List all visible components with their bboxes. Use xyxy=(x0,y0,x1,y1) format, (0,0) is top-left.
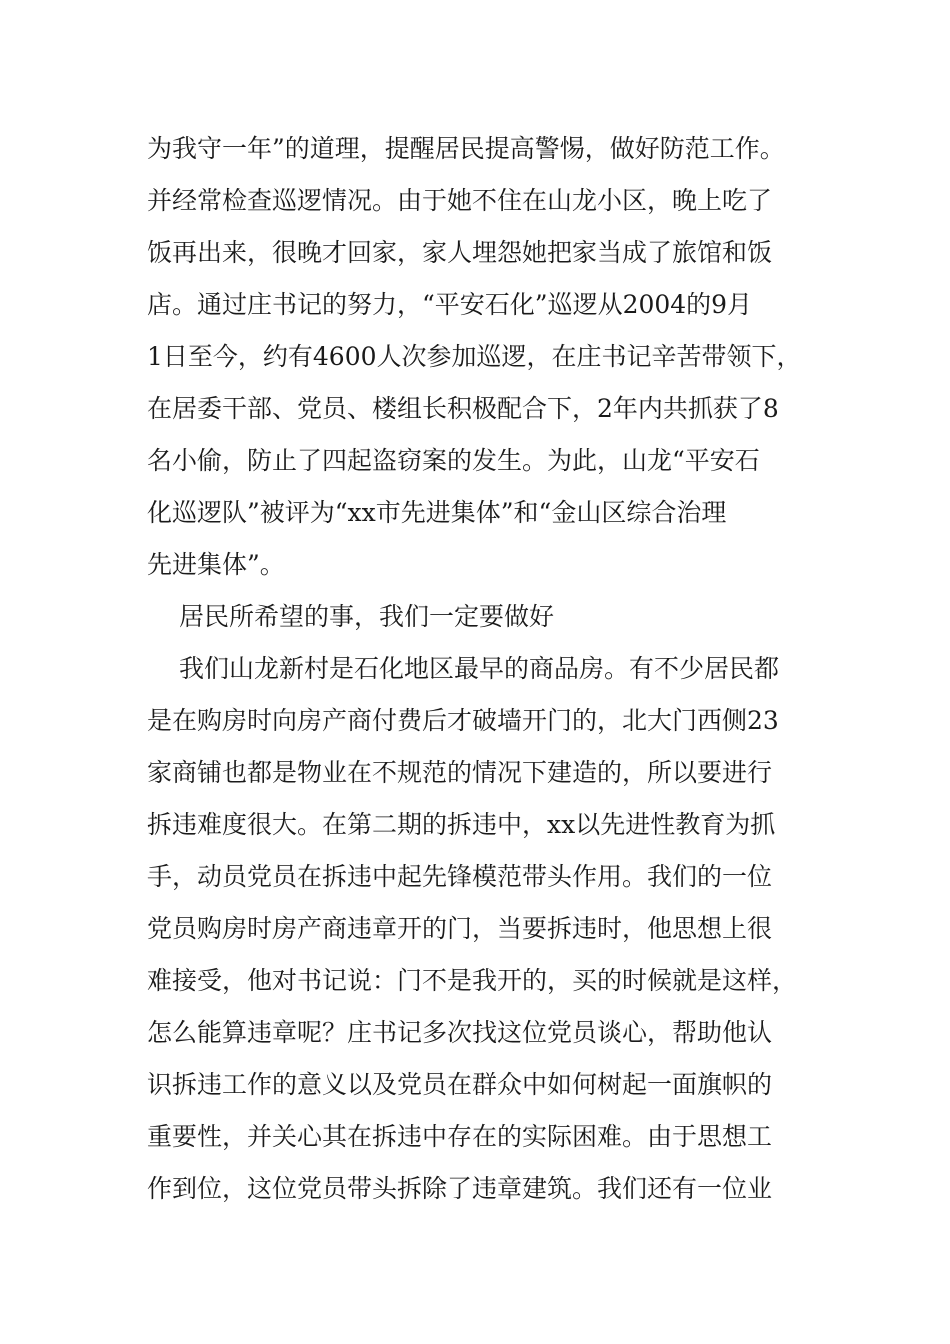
text-line: 手，动员党员在拆违中起先锋模范带头作用。我们的一位 xyxy=(147,862,773,891)
text-line: 并经常检查巡逻情况。由于她不住在山龙小区，晚上吃了 xyxy=(147,186,773,215)
text-line: 是在购房时向房产商付费后才破墙开门的，北大门西侧23 xyxy=(147,706,779,735)
text-line: 为我守一年”的道理，提醒居民提高警惕，做好防范工作。 xyxy=(147,134,785,163)
text-line: 怎么能算违章呢？庄书记多次找这位党员谈心，帮助他认 xyxy=(147,1018,773,1047)
text-line: 先进集体”。 xyxy=(147,550,285,579)
text-line: 化巡逻队”被评为“xx市先进集体”和“金山区综合治理 xyxy=(147,498,727,527)
text-line: 党员购房时房产商违章开的门，当要拆违时，他思想上很 xyxy=(147,914,773,943)
text-line: 我们山龙新村是石化地区最早的商品房。有不少居民都 xyxy=(179,654,780,683)
text-line: 饭再出来，很晚才回家，家人埋怨她把家当成了旅馆和饭 xyxy=(147,238,773,267)
text-line: 重要性，并关心其在拆违中存在的实际困难。由于思想工 xyxy=(147,1122,773,1151)
text-line: 作到位，这位党员带头拆除了违章建筑。我们还有一位业 xyxy=(147,1174,773,1203)
text-line: 拆违难度很大。在第二期的拆违中，xx以先进性教育为抓 xyxy=(147,810,776,839)
text-line: 家商铺也都是物业在不规范的情况下建造的，所以要进行 xyxy=(147,758,773,787)
text-line: 难接受，他对书记说：门不是我开的，买的时候就是这样， xyxy=(147,966,798,995)
text-line: 名小偷，防止了四起盗窃案的发生。为此，山龙“平安石 xyxy=(147,446,760,475)
section-heading: 居民所希望的事，我们一定要做好 xyxy=(179,602,555,631)
text-line: 识拆违工作的意义以及党员在群众中如何树起一面旗帜的 xyxy=(147,1070,773,1099)
text-line: 在居委干部、党员、楼组长积极配合下，2年内共抓获了8 xyxy=(147,394,779,423)
text-line: 1日至今，约有4600人次参加巡逻，在庄书记辛苦带领下， xyxy=(147,342,802,371)
text-line: 店。通过庄书记的努力，“平安石化”巡逻从2004的9月 xyxy=(147,290,753,319)
